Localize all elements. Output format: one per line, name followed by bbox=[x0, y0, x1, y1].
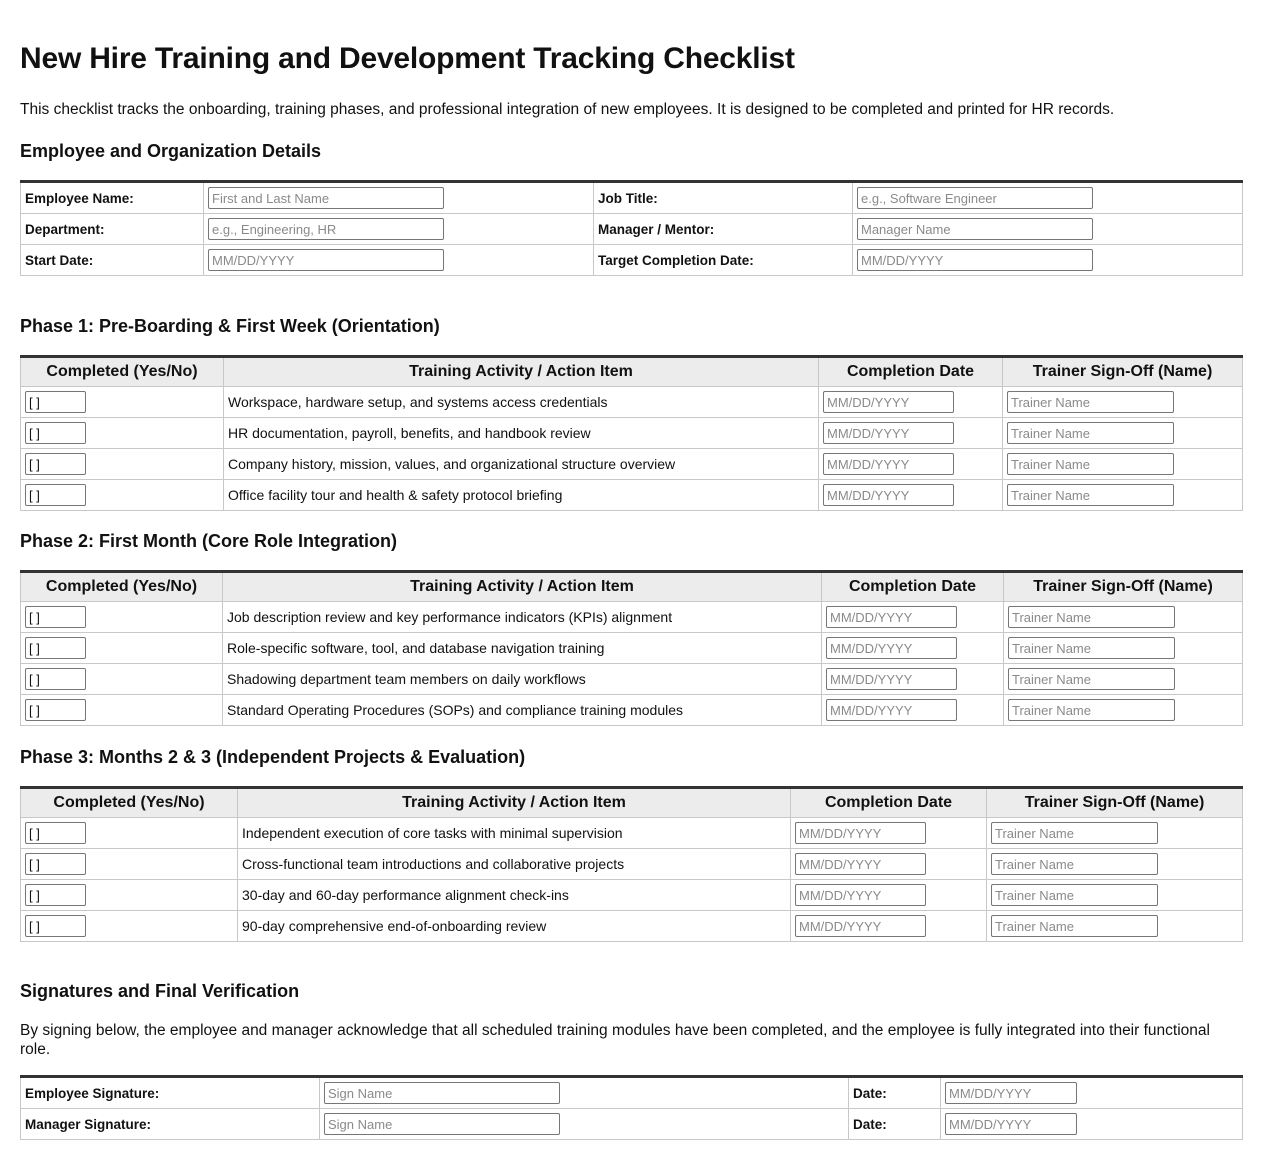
table-row bbox=[21, 818, 1243, 849]
page-title: New Hire Training and Development Tracking Checklist bbox=[20, 42, 795, 75]
table-row bbox=[21, 880, 1243, 911]
phase-3-table bbox=[20, 786, 1243, 942]
col-completed: Completed (Yes/No) bbox=[21, 788, 238, 818]
table-row bbox=[21, 480, 1243, 511]
completed-input[interactable] bbox=[25, 822, 86, 844]
completion-date-input[interactable] bbox=[826, 668, 957, 690]
activity-text: Company history, mission, values, and organizational structure overview bbox=[224, 449, 819, 480]
activity-text: Workspace, hardware setup, and systems access credentials bbox=[224, 387, 819, 418]
col-date: Completion Date bbox=[791, 788, 987, 818]
intro-text: This checklist tracks the onboarding, training phases, and professional integration of new employees. It is designed to be completed and printed for HR records. bbox=[20, 101, 1115, 118]
target-completion-date-input[interactable] bbox=[857, 249, 1093, 271]
completion-date-input[interactable] bbox=[795, 853, 926, 875]
details-row bbox=[21, 245, 1243, 276]
completed-input[interactable] bbox=[25, 422, 86, 444]
completion-date-input[interactable] bbox=[795, 822, 926, 844]
trainer-name-input[interactable] bbox=[1008, 637, 1175, 659]
manager-signature-input[interactable] bbox=[324, 1113, 560, 1135]
date-label: Date: bbox=[849, 1109, 941, 1140]
table-row bbox=[21, 633, 1243, 664]
completion-date-input[interactable] bbox=[795, 884, 926, 906]
col-trainer: Trainer Sign-Off (Name) bbox=[987, 788, 1243, 818]
activity-text: Office facility tour and health & safety protocol briefing bbox=[224, 480, 819, 511]
completed-input[interactable] bbox=[25, 637, 86, 659]
completion-date-input[interactable] bbox=[823, 453, 954, 475]
trainer-name-input[interactable] bbox=[1008, 699, 1175, 721]
signature-label: Employee Signature: bbox=[21, 1077, 320, 1109]
activity-text: Role-specific software, tool, and database navigation training bbox=[223, 633, 822, 664]
col-completed: Completed (Yes/No) bbox=[21, 357, 224, 387]
field-label: Job Title: bbox=[594, 182, 853, 214]
start-date-input[interactable] bbox=[208, 249, 444, 271]
completion-date-input[interactable] bbox=[826, 699, 957, 721]
phase-1-heading: Phase 1: Pre-Boarding & First Week (Orientation) bbox=[20, 316, 440, 336]
details-heading: Employee and Organization Details bbox=[20, 141, 322, 161]
field-label: Start Date: bbox=[21, 245, 204, 276]
table-row bbox=[21, 911, 1243, 942]
employee-name-input[interactable] bbox=[208, 187, 444, 209]
signature-row bbox=[21, 1109, 1243, 1140]
phase-3-heading: Phase 3: Months 2 & 3 (Independent Projects & Evaluation) bbox=[20, 747, 526, 767]
completion-date-input[interactable] bbox=[826, 637, 957, 659]
department-input[interactable] bbox=[208, 218, 444, 240]
col-date: Completion Date bbox=[819, 357, 1003, 387]
activity-text: Shadowing department team members on daily workflows bbox=[223, 664, 822, 695]
completed-input[interactable] bbox=[25, 915, 86, 937]
completed-input[interactable] bbox=[25, 668, 86, 690]
activity-text: 30-day and 60-day performance alignment check-ins bbox=[238, 880, 791, 911]
employee-signature-input[interactable] bbox=[324, 1082, 560, 1104]
field-label: Manager / Mentor: bbox=[594, 214, 853, 245]
date-label: Date: bbox=[849, 1077, 941, 1109]
col-activity: Training Activity / Action Item bbox=[224, 357, 819, 387]
trainer-name-input[interactable] bbox=[1007, 453, 1174, 475]
activity-text: Independent execution of core tasks with minimal supervision bbox=[238, 818, 791, 849]
signatures-table bbox=[20, 1075, 1243, 1140]
phase-2-table bbox=[20, 570, 1243, 726]
completion-date-input[interactable] bbox=[826, 606, 957, 628]
col-activity: Training Activity / Action Item bbox=[238, 788, 791, 818]
activity-text: HR documentation, payroll, benefits, and handbook review bbox=[224, 418, 819, 449]
completion-date-input[interactable] bbox=[795, 915, 926, 937]
col-date: Completion Date bbox=[822, 572, 1004, 602]
field-label: Department: bbox=[21, 214, 204, 245]
col-trainer: Trainer Sign-Off (Name) bbox=[1004, 572, 1243, 602]
completed-input[interactable] bbox=[25, 884, 86, 906]
col-activity: Training Activity / Action Item bbox=[223, 572, 822, 602]
completed-input[interactable] bbox=[25, 391, 86, 413]
trainer-name-input[interactable] bbox=[1007, 391, 1174, 413]
completed-input[interactable] bbox=[25, 699, 86, 721]
table-row bbox=[21, 418, 1243, 449]
manager-mentor-input[interactable] bbox=[857, 218, 1093, 240]
table-row bbox=[21, 849, 1243, 880]
col-trainer: Trainer Sign-Off (Name) bbox=[1003, 357, 1243, 387]
completed-input[interactable] bbox=[25, 484, 86, 506]
trainer-name-input[interactable] bbox=[991, 853, 1158, 875]
activity-text: 90-day comprehensive end-of-onboarding review bbox=[238, 911, 791, 942]
table-row bbox=[21, 602, 1243, 633]
job-title-input[interactable] bbox=[857, 187, 1093, 209]
details-row bbox=[21, 214, 1243, 245]
details-table bbox=[20, 180, 1243, 276]
trainer-name-input[interactable] bbox=[1007, 484, 1174, 506]
completed-input[interactable] bbox=[25, 853, 86, 875]
signature-label: Manager Signature: bbox=[21, 1109, 320, 1140]
trainer-name-input[interactable] bbox=[1008, 606, 1175, 628]
table-row bbox=[21, 695, 1243, 726]
table-row bbox=[21, 449, 1243, 480]
activity-text: Cross-functional team introductions and collaborative projects bbox=[238, 849, 791, 880]
col-completed: Completed (Yes/No) bbox=[21, 572, 223, 602]
trainer-name-input[interactable] bbox=[991, 915, 1158, 937]
trainer-name-input[interactable] bbox=[991, 822, 1158, 844]
employee-signature-date-input[interactable] bbox=[945, 1082, 1077, 1104]
activity-text: Standard Operating Procedures (SOPs) and compliance training modules bbox=[223, 695, 822, 726]
trainer-name-input[interactable] bbox=[1007, 422, 1174, 444]
manager-signature-date-input[interactable] bbox=[945, 1113, 1077, 1135]
trainer-name-input[interactable] bbox=[991, 884, 1158, 906]
table-row bbox=[21, 387, 1243, 418]
signature-row bbox=[21, 1077, 1243, 1109]
field-label: Employee Name: bbox=[21, 182, 204, 214]
completion-date-input[interactable] bbox=[823, 422, 954, 444]
phase-2-heading: Phase 2: First Month (Core Role Integration) bbox=[20, 531, 398, 551]
signatures-text: By signing below, the employee and manager acknowledge that all scheduled training modules have been completed, and the employee is fully integrated into their functional role. bbox=[20, 1022, 1210, 1058]
completed-input[interactable] bbox=[25, 606, 86, 628]
completed-input[interactable] bbox=[25, 453, 86, 475]
completion-date-input[interactable] bbox=[823, 391, 954, 413]
details-row bbox=[21, 182, 1243, 214]
signatures-heading: Signatures and Final Verification bbox=[20, 981, 300, 1001]
table-row bbox=[21, 664, 1243, 695]
completion-date-input[interactable] bbox=[823, 484, 954, 506]
field-label: Target Completion Date: bbox=[594, 245, 853, 276]
phase-1-table bbox=[20, 355, 1243, 511]
trainer-name-input[interactable] bbox=[1008, 668, 1175, 690]
activity-text: Job description review and key performance indicators (KPIs) alignment bbox=[223, 602, 822, 633]
